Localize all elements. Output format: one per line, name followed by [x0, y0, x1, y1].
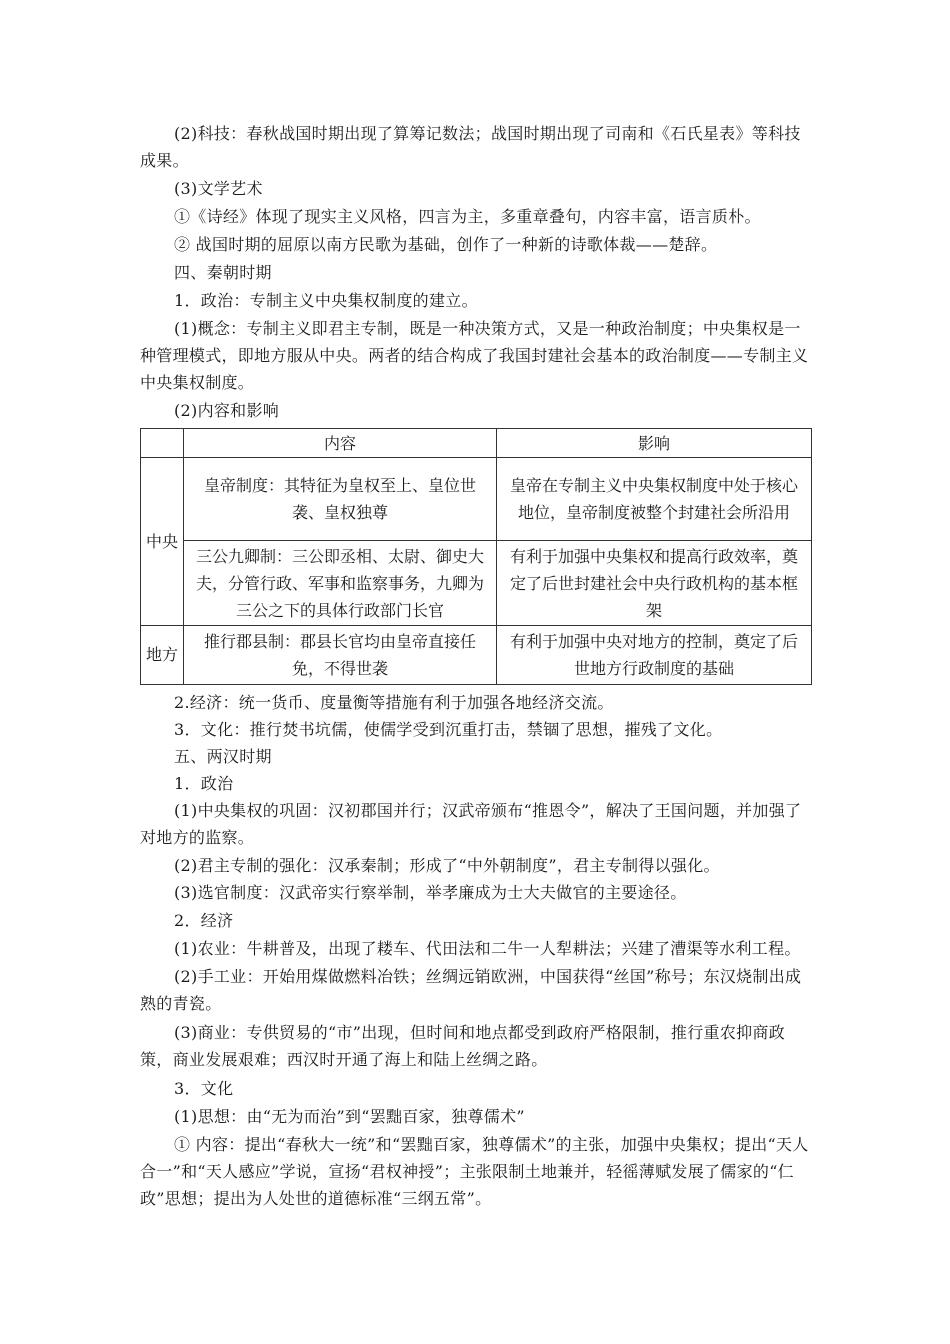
paragraph: ② 战国时期的屈原以南方民歌为基础，创作了一种新的诗歌体裁——楚辞。: [174, 235, 718, 254]
table-row: [141, 541, 812, 626]
table-cell: 有利于加强中央对地方的控制，奠定了后世地方行政制度的基础: [497, 626, 812, 685]
table-cell: 皇帝制度：其特征为皇权至上、皇位世袭、皇权独尊: [184, 458, 497, 541]
table-row: [141, 626, 812, 685]
table-header-cell: 内容: [184, 429, 497, 458]
paragraph: (1)中央集权的巩固：汉初郡国并行；汉武帝颁布“推恩令”，解决了王国问题，并加强了对地方的监察。: [140, 801, 802, 847]
paragraph: (2)内容和影响: [174, 401, 280, 420]
section-heading: 四、秦朝时期: [174, 263, 272, 282]
paragraph: 2．经济: [174, 911, 234, 930]
table-group-cell: 中央: [141, 458, 184, 626]
paragraph: 2.经济：统一货币、度量衡等措施有利于加强各地经济交流。: [174, 693, 614, 712]
paragraph: 1．政治: [174, 774, 234, 793]
table-header-row: [141, 429, 812, 458]
paragraph: ①《诗经》体现了现实主义风格，四言为主，多重章叠句，内容丰富，语言质朴。: [174, 207, 761, 226]
paragraph: (1)思想：由“无为而治”到“罢黜百家，独尊儒术”: [174, 1107, 525, 1126]
paragraph: (2)科技：春秋战国时期出现了算筹记数法；战国时期出现了司南和《石氏星表》等科技成果。: [140, 124, 801, 170]
table-group-cell: 地方: [141, 626, 184, 685]
paragraph: 3．文化：推行焚书坑儒，使儒学受到沉重打击，禁锢了思想，摧残了文化。: [174, 720, 723, 739]
paragraph: 3．文化: [174, 1079, 234, 1098]
paragraph: (2)君主专制的强化：汉承秦制；形成了“中外朝制度”，君主专制得以强化。: [174, 856, 720, 875]
paragraph: (2)手工业：开始用煤做燃料冶铁；丝绸远销欧洲，中国获得“丝国”称号；东汉烧制出成熟的青瓷。: [140, 967, 802, 1013]
table-header-cell: [141, 429, 184, 458]
table-header-cell: 影响: [497, 429, 812, 458]
content-table: [140, 428, 812, 685]
paragraph: (3)商业：专供贸易的“市”出现，但时间和地点都受到政府严格限制，推行重农抑商政策，商业发展艰难；西汉时开通了海上和陆上丝绸之路。: [140, 1023, 786, 1069]
table-cell: 推行郡县制：郡县长官均由皇帝直接任免，不得世袭: [184, 626, 497, 685]
paragraph: ① 内容：提出“春秋大一统”和“罢黜百家，独尊儒术”的主张，加强中央集权；提出“天人合一”和“天人感应”学说，宣扬“君权神授”；主张限制土地兼并，轻徭薄赋发展了儒家的“仁政”思想；提出为人处世的道德标准“三纲五常”。: [140, 1135, 809, 1208]
table-row: [141, 458, 812, 541]
section-heading: 五、两汉时期: [174, 747, 272, 766]
paragraph: (3)文学艺术: [174, 179, 263, 198]
table-cell: 有利于加强中央集权和提高行政效率，奠定了后世封建社会中央行政机构的基本框架: [497, 541, 812, 626]
paragraph: (1)农业：牛耕普及，出现了耧车、代田法和二牛一人犁耕法；兴建了漕渠等水利工程。: [174, 939, 801, 958]
table-cell: 皇帝在专制主义中央集权制度中处于核心地位，皇帝制度被整个封建社会所沿用: [497, 458, 812, 541]
paragraph: 1．政治：专制主义中央集权制度的建立。: [174, 291, 478, 310]
table-cell: 三公九卿制：三公即丞相、太尉、御史大夫，分管行政、军事和监察事务，九卿为三公之下的具体行政部门长官: [184, 541, 497, 626]
paragraph: (3)选官制度：汉武帝实行察举制，举孝廉成为士大夫做官的主要途径。: [174, 883, 687, 902]
paragraph: (1)概念：专制主义即君主专制，既是一种决策方式，又是一种政治制度；中央集权是一种管理模式，即地方服从中央。两者的结合构成了我国封建社会基本的政治制度——专制主义中央集权制度。: [140, 319, 809, 392]
